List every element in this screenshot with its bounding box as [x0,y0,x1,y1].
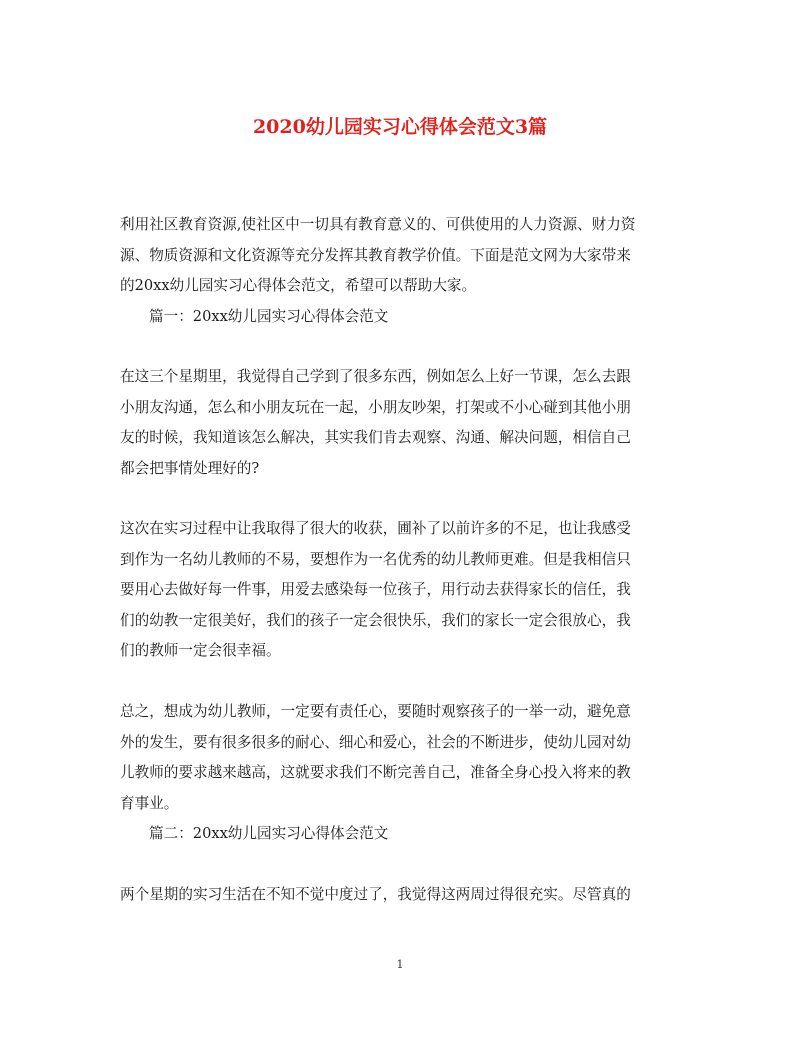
paragraph-3 [120,697,690,850]
text-line: 在这三个星期里，我觉得自己学到了很多东西，例如怎么上好一节课，怎么去跟 [120,368,631,385]
text-line: 小朋友沟通，怎么和小朋友玩在一起，小朋友吵架，打架或不小心碰到其他小朋 [120,398,631,416]
text-line: 儿教师的要求越来越高，这就要求我们不断完善自己，准备全身心投入将来的教 [120,764,631,781]
section-heading-1: 篇一：20xx幼儿园实习心得体会范文 [149,307,389,325]
text-line: 总之，想成为幼儿教师，一定要有责任心，要随时观察孩子的一举一动，避免意 [120,703,631,720]
text-line: 源、物质资源和文化资源等充分发挥其教育教学价值。下面是范文网为大家带来 [120,246,631,264]
text-line: 这次在实习过程中让我取得了很大的收获，圃补了以前许多的不足，也让我感受 [120,520,631,537]
text-line: 的20xx幼儿园实习心得体会范文，希望可以帮助大家。 [120,277,477,294]
paragraph-2 [120,514,690,667]
section-heading-2: 篇二：20xx幼儿园实习心得体会范文 [149,825,389,842]
paragraph-intro [120,210,690,332]
page-number: 1 [396,958,404,971]
text-line: 外的发生，要有很多很多的耐心、细心和爱心，社会的不断进步，使幼儿园对幼 [120,733,631,751]
text-line: 友的时候，我知道该怎么解决，其实我们肯去观察、沟通、解决问题，相信自己 [120,429,631,446]
paragraph-1 [120,362,690,484]
text-line: 两个星期的实习生活在不知不觉中度过了，我觉得这两周过得很充实。尽管真的 [120,886,631,903]
document-title: 2020幼儿园实习心得体会范文3篇 [252,116,548,138]
paragraph-4 [120,880,690,911]
text-line: 们的教师一定会很幸福。 [120,642,281,659]
text-line: 育事业。 [120,794,179,812]
text-line: 要用心去做好每一件事，用爱去感染每一位孩子，用行动去获得家长的信任，我 [120,581,631,598]
text-line: 都会把事情处理好的? [120,459,260,477]
text-line: 们的幼教一定很美好，我们的孩子一定会很快乐，我们的家长一定会很放心，我 [120,611,631,629]
text-line: 利用社区教育资源,使社区中一切具有教育意义的、可供使用的人力资源、财力资 [120,216,636,233]
text-line: 到作为一名幼儿教师的不易，要想作为一名优秀的幼儿教师更难。但是我相信只 [120,550,631,568]
